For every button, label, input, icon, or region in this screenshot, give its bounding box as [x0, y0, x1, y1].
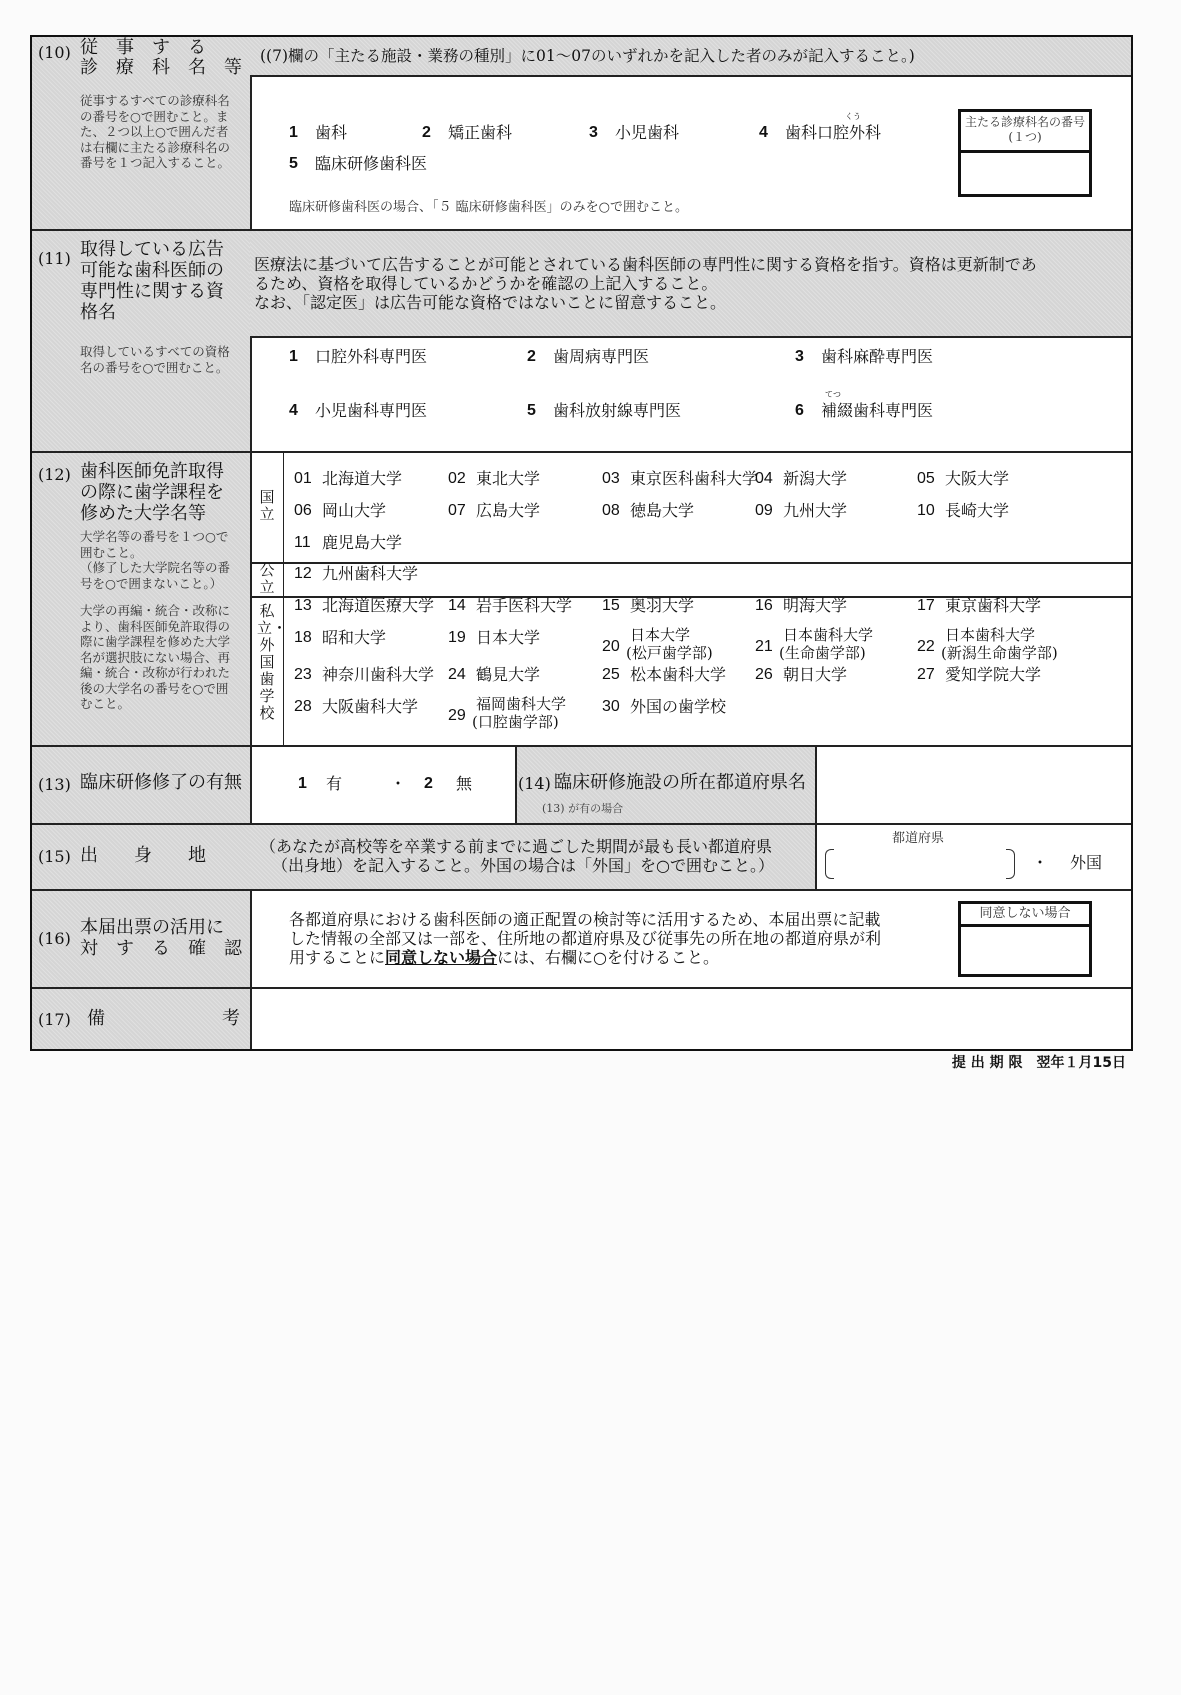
university-number: 09 [755, 502, 773, 519]
s12-instruction-1: 大学名等の番号を１つ○で囲むこと。 [80, 529, 229, 560]
s16-text-line2: した情報の全部又は一部を、住所地の都道府県及び従事先の所在地の都道府県が利 [289, 929, 882, 948]
university-number: 10 [917, 502, 935, 519]
university-number: 25 [602, 666, 620, 683]
s16-label-line1: 本届出票の活用に [80, 917, 224, 938]
s15-header-line2: （出身地）を記入すること。外国の場合は「外国」を○で囲むこと。） [272, 856, 774, 875]
university-number: 24 [448, 666, 466, 683]
university-faculty: (松戸歯学部) [626, 644, 713, 662]
s14-number: (14) [518, 774, 551, 793]
university-number: 28 [294, 698, 312, 715]
s11-label: 取得している広告可能な歯科医師の専門性に関する資格名 [80, 239, 224, 323]
university-number: 05 [917, 470, 935, 487]
emphasis-do-not-agree: 同意しない場合 [385, 948, 498, 967]
university-name: 北海道医療大学 [322, 596, 435, 615]
s14-label: 臨床研修施設の所在都道府県名 [554, 772, 806, 793]
university-name: 岡山大学 [322, 501, 387, 520]
s12-number: (12) [38, 465, 71, 484]
university-number: 27 [917, 666, 935, 683]
university-number: 16 [755, 597, 773, 614]
s10-number: (10) [38, 43, 71, 62]
s15-number: (15) [38, 847, 71, 866]
university-name: 徳島大学 [630, 501, 695, 520]
university-name: 奥羽大学 [630, 596, 695, 615]
university-number: 14 [448, 597, 466, 614]
group-public: 公立 [259, 561, 275, 596]
university-number: 29 [448, 707, 466, 724]
university-name: 北海道大学 [322, 469, 403, 488]
s13-number: (13) [38, 775, 71, 794]
s15-header-line1: （あなたが高校等を卒業する前までに過ごした期間が最も長い都道府県 [260, 837, 773, 856]
university-number: 23 [294, 666, 312, 683]
s15-prefecture-input[interactable] [825, 849, 1015, 879]
university-name: 東京歯科大学 [945, 596, 1042, 615]
university-number: 30 [602, 698, 620, 715]
university-number: 03 [602, 470, 620, 487]
university-number: 04 [755, 470, 773, 487]
university-number: 19 [448, 629, 466, 646]
university-name: 日本歯科大学 [783, 626, 874, 644]
university-number: 12 [294, 565, 312, 582]
university-name: 愛知学院大学 [945, 665, 1042, 684]
remarks-input[interactable] [254, 991, 1128, 1047]
university-name: 松本歯科大学 [630, 665, 727, 684]
university-number: 17 [917, 597, 935, 614]
s13-separator: ・ [390, 774, 407, 793]
university-name: 広島大学 [476, 501, 541, 520]
university-number: 18 [294, 629, 312, 646]
s13-label: 臨床研修修了の有無 [80, 772, 242, 793]
s15-prefecture-label: 都道府県 [892, 831, 945, 846]
university-name: 九州大学 [783, 501, 848, 520]
university-number: 01 [294, 470, 312, 487]
s10-note: 臨床研修歯科医の場合、「５ 臨床研修歯科医」のみを○で囲むこと。 [289, 200, 688, 215]
university-number: 06 [294, 502, 312, 519]
s17-label-a: 備 [87, 1008, 105, 1029]
university-name: 鹿児島大学 [322, 533, 403, 552]
s14-prefecture-input[interactable] [818, 749, 1128, 821]
s17-number: (17) [38, 1010, 71, 1029]
university-name: 鶴見大学 [476, 665, 541, 684]
university-number: 22 [917, 638, 935, 655]
s15-separator: ・ [1032, 853, 1049, 872]
university-number: 11 [294, 534, 311, 551]
s16-text-line1: 各都道府県における歯科医師の適正配置の検討等に活用するため、本届出票に記載 [289, 910, 881, 929]
s15-foreign-option[interactable]: 外国 [1070, 853, 1103, 872]
s12-instruction-2: （修了した大学院名等の番号を○で囲まないこと。） [80, 560, 231, 591]
university-name: 福岡歯科大学 [476, 695, 567, 713]
university-name: 九州歯科大学 [322, 564, 419, 583]
ruby: てつ [825, 390, 841, 399]
university-name: 昭和大学 [322, 628, 387, 647]
university-name: 日本大学 [630, 626, 691, 644]
ruby: くう [845, 112, 861, 121]
s10-instruction: 従事するすべての診療科名の番号を○で囲むこと。また、２つ以上○で囲んだ者は右欄に主たる診療科名の番号を１つ記入すること。 [80, 93, 231, 170]
s16-number: (16) [38, 929, 71, 948]
university-number: 08 [602, 502, 620, 519]
s11-header-line1: 医療法に基づいて広告することが可能とされている歯科医師の専門性に関する資格を指す。資格は更新制であ [254, 255, 1037, 274]
university-name: 日本大学 [476, 628, 541, 647]
group-national: 国立 [259, 488, 275, 523]
university-name: 長崎大学 [945, 501, 1010, 520]
s10-label-line2: 診 療 科 名 等 [80, 57, 242, 78]
university-name: 東京医科歯科大学 [630, 469, 759, 488]
university-name: 大阪歯科大学 [322, 697, 419, 716]
university-name: 大阪大学 [945, 469, 1010, 488]
s12-label: 歯科医師免許取得の際に歯学課程を修めた大学名等 [80, 461, 224, 524]
s11-number: (11) [38, 249, 71, 268]
university-name: 新潟大学 [783, 469, 848, 488]
university-faculty: (生命歯学部) [779, 644, 866, 662]
university-name: 東北大学 [476, 469, 541, 488]
university-number: 26 [755, 666, 773, 683]
university-number: 20 [602, 638, 620, 655]
university-number: 15 [602, 597, 620, 614]
group-private-foreign: 私立・外国歯学校 [257, 602, 288, 722]
university-name: 日本歯科大学 [945, 626, 1036, 644]
s15-label: 出 身 地 [80, 845, 206, 866]
s11-header-line2: るため、資格を取得しているかどうかを確認の上記入すること。 [254, 274, 718, 293]
s10-label-line1: 従 事 す る [80, 37, 206, 58]
university-name: 外国の歯学校 [630, 697, 727, 716]
s10-header-note: ((7)欄の「主たる施設・業務の種別」に01～07のいずれかを記入した者のみが記入すること。) [260, 47, 915, 65]
s17-label-b: 考 [222, 1008, 240, 1029]
university-number: 07 [448, 502, 466, 519]
s11-instruction: 取得しているすべての資格名の番号を○で囲むこと。 [80, 344, 230, 375]
university-faculty: (口腔歯学部) [472, 713, 559, 731]
university-faculty: (新潟生命歯学部) [941, 644, 1058, 662]
s16-text-line3: 用することに同意しない場合には、右欄に○を付けること。 [289, 948, 719, 967]
submission-deadline: 提 出 期 限 翌年１月15日 [951, 1055, 1126, 1071]
university-number: 21 [755, 638, 773, 655]
university-name: 神奈川歯科大学 [322, 665, 435, 684]
dentist-report-form: (10) 従 事 す る 診 療 科 名 等 ((7)欄の「主たる施設・業務の種別」に01～07のいずれかを記入した者のみが記入すること。) 従事するすべての診療科名の番号を○で囲むこと。また、２つ以上○で囲んだ者は右欄に主たる診療科名の番号を１つ記入すること。 1 歯科 2 矯正歯科 3 小児歯科 4 歯科口腔外科 くう 5 臨床研修歯科医 臨床研修歯科医の場合、「５ 臨床研修歯科医」のみを○で囲むこと。 主たる診療科名の番号(１つ) (11) 取得している広告可能な歯科医師の専門性に関する資格名 医療法に基づいて広告することが可能とされている歯科医師の専門性に関する資格を指す。資格は更新制であ るため、資格を取得しているかどうかを確認の上記入すること。 なお、「認定医」は広告可能な資格ではないことに留意すること。 取得しているすべての資格名の番号を○で囲むこと。 1 口腔外科専門医 2 歯周病専門医 3 歯科麻酔専門医 4 小児歯科専門医 5 歯科放射線専門医 6 補綴歯科専門医 てつ (12) 歯科医師免許取得の際に歯学課程を修めた大学名等 大学名等の番号を１つ○で囲むこと。 （修了した大学院名等の番号を○で囲まないこと。） 大学の再編・統合・改称により、歯科医師免許取得の際に歯学課程を修めた大学名が選択肢にない場合、再編・統合・改称が行われた後の大学名の番号を○で囲むこと。 国立 公立 私立・外国歯学校 01 北海道大学 02 東北大学 03 東京医科歯科大学 04 新潟大学 05 大阪大学 06 岡山大学 07 広島大学 08 徳島大学 09 九州大学 10 長崎大学 11 鹿児島大学 12 九州歯科大学 13 北海道医療大学 14 岩手医科大学 15 奥羽大学 16 明海大学 17 東京歯科大学 18 昭和大学 19 日本大学 20 日本大学 (松戸歯学部) 21 日本歯科大学 (生命歯学部) 22 日本歯科大学 (新潟生命歯学部) 23 神奈川歯科大学 24 鶴見大学 25 松本歯科大学 26 朝日大学 27 愛知学院大学 28 大阪歯科大学 29 福岡歯科大学 (口腔歯学部) 30 外国の歯学校 (13) 臨床研修修了の有無 1 有 ・ 2 無 (14) 臨床研修施設の所在都道府県名 (13) が有の場合 (15) 出 身 地 （あなたが高校等を卒業する前までに過ごした期間が最も長い都道府県 （出身地）を記入すること。外国の場合は「外国」を○で囲むこと。） 都道府県 ・ 外国 (16) 本届出票の活用に 対 す る 確 認 各都道府県における歯科医師の適正配置の検討等に活用するため、本届出票に記載 した情報の全部又は一部を、住所地の都道府県及び従事先の所在地の都道府県が利 用することに同意しない場合には、右欄に○を付けること。 同意しない場合 (17) 備 考 [30, 35, 1133, 1051]
university-number: 13 [294, 597, 312, 614]
university-name: 岩手医科大学 [476, 596, 573, 615]
s14-note: (13) が有の場合 [542, 802, 624, 815]
s11-header-line3: なお、「認定医」は広告可能な資格ではないことに留意すること。 [254, 293, 727, 312]
university-name: 朝日大学 [783, 665, 848, 684]
s12-instruction-3: 大学の再編・統合・改称により、歯科医師免許取得の際に歯学課程を修めた大学名が選択肢にない場合、再編・統合・改称が行われた後の大学名の番号を○で囲むこと。 [80, 603, 231, 711]
university-name: 明海大学 [783, 596, 848, 615]
do-not-agree-box[interactable]: 同意しない場合 [958, 901, 1092, 977]
main-department-box[interactable]: 主たる診療科名の番号(１つ) [958, 109, 1092, 197]
s16-label-line2: 対 す る 確 認 [80, 938, 242, 959]
university-number: 02 [448, 470, 466, 487]
